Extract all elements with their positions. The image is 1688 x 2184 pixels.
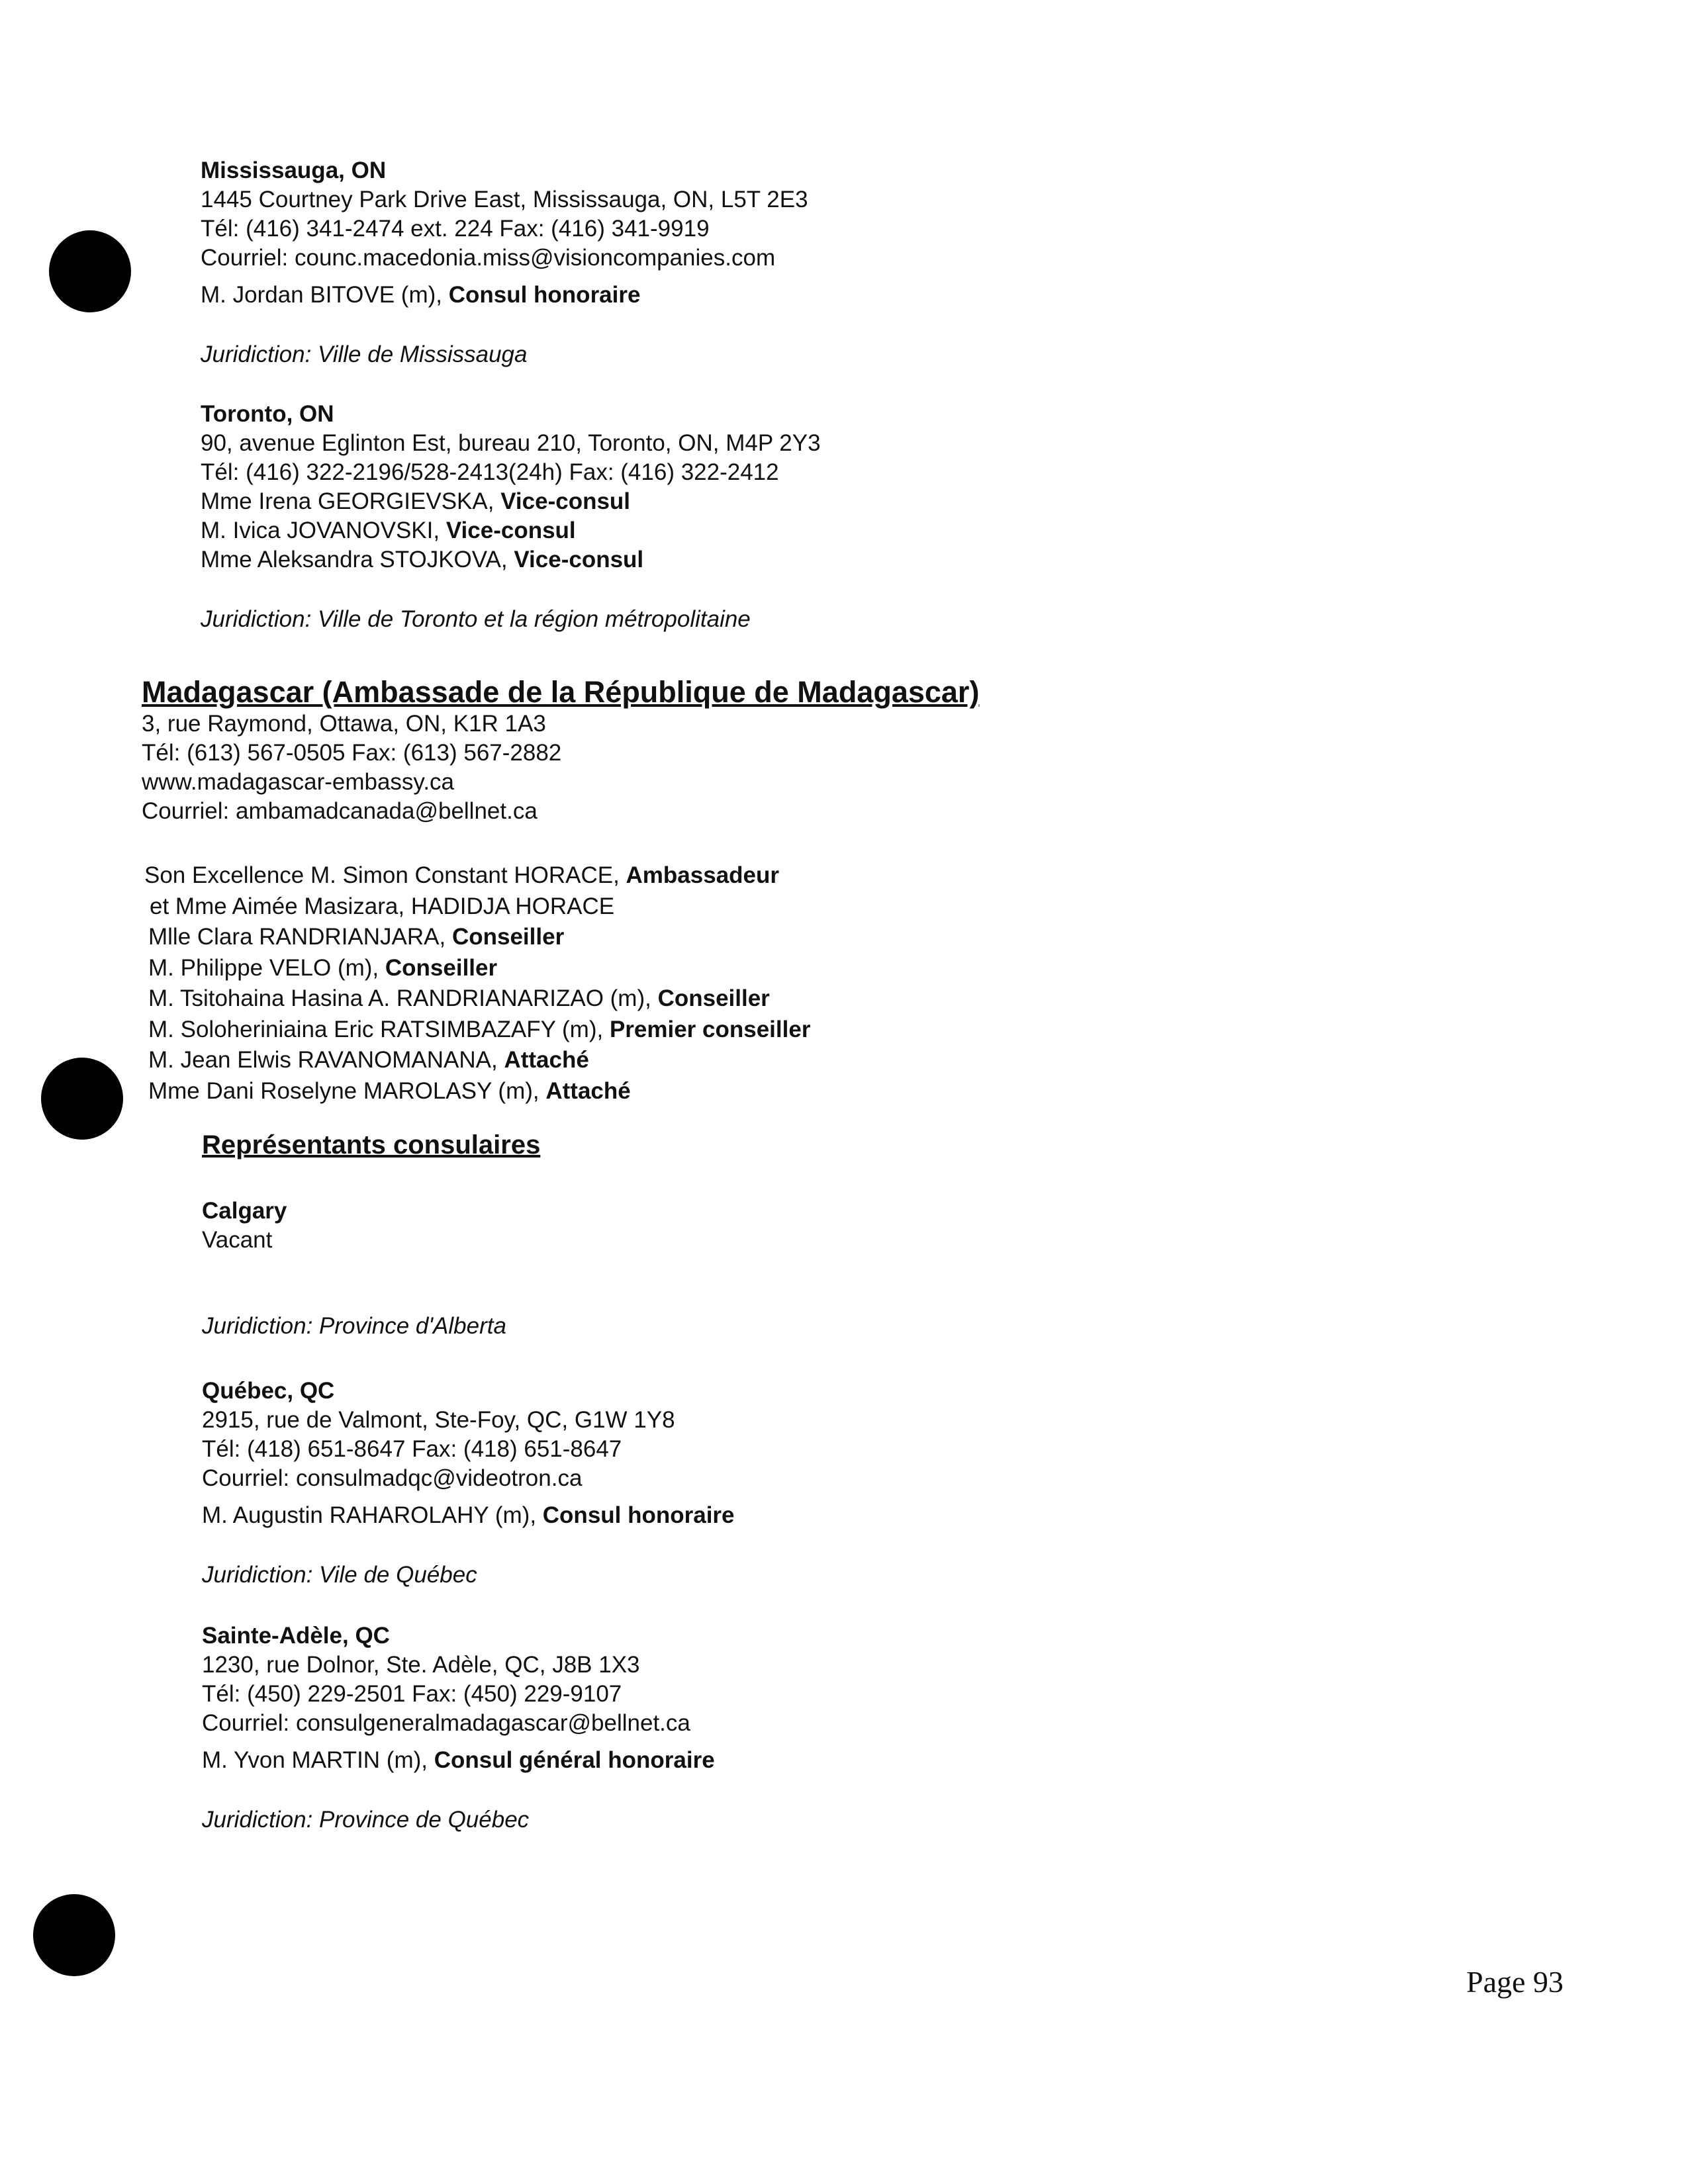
official-name: M. Jordan BITOVE (m), bbox=[201, 282, 449, 308]
email: Courriel: consulgeneralmadagascar@bellnet.ca bbox=[202, 1710, 690, 1736]
official-entry bbox=[144, 860, 810, 891]
quebec-consulate bbox=[202, 1377, 735, 1590]
calgary-consulate bbox=[202, 1197, 506, 1341]
jurisdiction: Juridiction: Province de Québec bbox=[202, 1807, 530, 1833]
official-name: Son Excellence M. Simon Constant HORACE, bbox=[144, 862, 626, 888]
sainte-adele-consulate bbox=[202, 1621, 715, 1835]
jurisdiction: Juridiction: Ville de Mississauga bbox=[201, 341, 528, 367]
official-name: et Mme Aimée Masizara, HADIDJA HORACE bbox=[150, 893, 615, 919]
official-entry bbox=[144, 1045, 810, 1076]
official-entry bbox=[201, 487, 821, 516]
official-title: Premier conseiller bbox=[609, 1016, 811, 1042]
official-name: M. Ivica JOVANOVSKI, bbox=[201, 518, 446, 543]
city-heading: Québec, QC bbox=[202, 1378, 335, 1404]
city-heading: Toronto, ON bbox=[201, 401, 334, 427]
vacancy-status: Vacant bbox=[202, 1227, 273, 1253]
official-title: Consul honoraire bbox=[448, 282, 641, 308]
punch-hole bbox=[33, 1894, 115, 1976]
official-title: Vice-consul bbox=[445, 518, 576, 543]
address: 1445 Courtney Park Drive East, Mississauga, ON, L5T 2E3 bbox=[201, 187, 808, 212]
jurisdiction: Juridiction: Vile de Québec bbox=[202, 1562, 477, 1588]
website: www.madagascar-embassy.ca bbox=[142, 769, 455, 795]
official-title: Conseiller bbox=[451, 924, 565, 950]
country-heading: Madagascar (Ambassade de la République de Madagascar) bbox=[142, 675, 980, 709]
mississauga-consulate bbox=[201, 156, 808, 369]
official-name: Mme Aleksandra STOJKOVA, bbox=[201, 547, 514, 572]
official-title: Attaché bbox=[504, 1047, 589, 1073]
section-heading: Représentants consulaires bbox=[202, 1130, 541, 1160]
official-entry bbox=[202, 1501, 735, 1530]
email: Courriel: ambamadcanada@bellnet.ca bbox=[142, 798, 538, 824]
official-entry bbox=[201, 516, 821, 545]
official-entry bbox=[144, 953, 810, 984]
phone-fax: Tél: (450) 229-2501 Fax: (450) 229-9107 bbox=[202, 1681, 622, 1707]
official-title: Consul général honoraire bbox=[434, 1747, 715, 1773]
official-name: M. Augustin RAHAROLAHY (m), bbox=[202, 1502, 543, 1528]
official-entry bbox=[201, 281, 808, 310]
address: 3, rue Raymond, Ottawa, ON, K1R 1A3 bbox=[142, 711, 546, 737]
jurisdiction: Juridiction: Province d'Alberta bbox=[202, 1313, 506, 1339]
toronto-consulate bbox=[201, 400, 821, 634]
jurisdiction: Juridiction: Ville de Toronto et la région métropolitaine bbox=[201, 606, 751, 632]
official-entry bbox=[201, 545, 821, 574]
city-heading: Calgary bbox=[202, 1198, 287, 1224]
official-name: Mme Irena GEORGIEVSKA, bbox=[201, 488, 501, 514]
official-name: M. Tsitohaina Hasina A. RANDRIANARIZAO (m), bbox=[148, 985, 658, 1011]
official-entry bbox=[202, 1746, 715, 1775]
official-title: Ambassadeur bbox=[626, 862, 779, 888]
official-entry bbox=[144, 922, 810, 953]
punch-hole bbox=[49, 230, 131, 312]
official-title: Consul honoraire bbox=[542, 1502, 735, 1528]
official-entry bbox=[144, 1076, 810, 1107]
email: Courriel: counc.macedonia.miss@visioncompanies.com bbox=[201, 245, 776, 271]
phone-fax: Tél: (613) 567-0505 Fax: (613) 567-2882 bbox=[142, 740, 562, 766]
official-name: M. Yvon MARTIN (m), bbox=[202, 1747, 434, 1773]
official-name: Mme Dani Roselyne MAROLASY (m), bbox=[148, 1077, 546, 1104]
official-title: Conseiller bbox=[657, 985, 770, 1011]
official-title: Attaché bbox=[545, 1077, 631, 1104]
address: 90, avenue Eglinton Est, bureau 210, Toronto, ON, M4P 2Y3 bbox=[201, 430, 821, 456]
email: Courriel: consulmadqc@videotron.ca bbox=[202, 1465, 583, 1491]
official-title: Conseiller bbox=[385, 954, 498, 981]
official-name: M. Jean Elwis RAVANOMANANA, bbox=[148, 1047, 504, 1073]
official-entry bbox=[144, 1015, 810, 1046]
official-name: M. Philippe VELO (m), bbox=[148, 954, 385, 981]
page-number: Page 93 bbox=[1466, 1965, 1564, 1999]
official-name: Mlle Clara RANDRIANJARA, bbox=[148, 924, 452, 950]
official-name: M. Soloheriniaina Eric RATSIMBAZAFY (m), bbox=[148, 1016, 610, 1042]
address: 2915, rue de Valmont, Ste-Foy, QC, G1W 1Y8 bbox=[202, 1407, 675, 1433]
punch-hole bbox=[41, 1058, 123, 1140]
phone-fax: Tél: (416) 341-2474 ext. 224 Fax: (416) 341-9919 bbox=[201, 216, 710, 242]
phone-fax: Tél: (416) 322-2196/528-2413(24h) Fax: (416) 322-2412 bbox=[201, 459, 779, 485]
official-title: Vice-consul bbox=[500, 488, 631, 514]
official-entry bbox=[144, 891, 810, 923]
official-title: Vice-consul bbox=[514, 547, 644, 572]
city-heading: Sainte-Adèle, QC bbox=[202, 1623, 390, 1649]
embassy-staff-list bbox=[144, 860, 810, 1107]
official-entry bbox=[144, 983, 810, 1015]
phone-fax: Tél: (418) 651-8647 Fax: (418) 651-8647 bbox=[202, 1436, 622, 1462]
embassy-contact bbox=[142, 709, 561, 826]
address: 1230, rue Dolnor, Ste. Adèle, QC, J8B 1X3 bbox=[202, 1652, 640, 1678]
city-heading: Mississauga, ON bbox=[201, 158, 387, 183]
